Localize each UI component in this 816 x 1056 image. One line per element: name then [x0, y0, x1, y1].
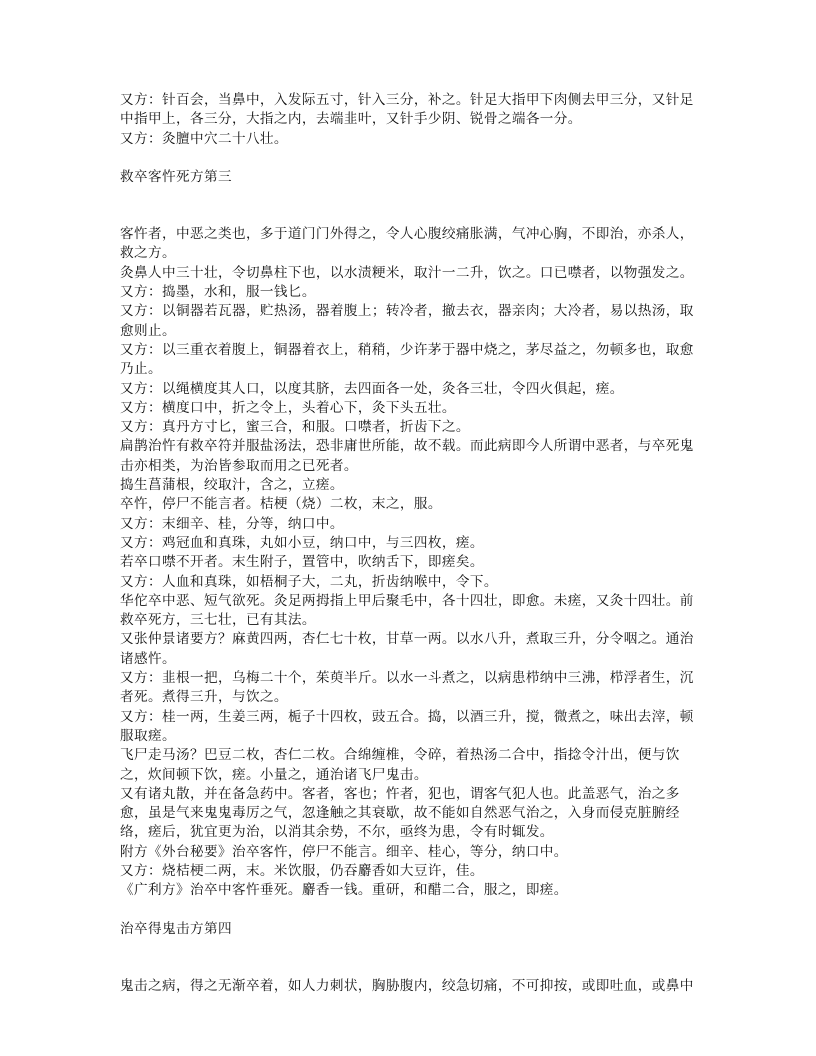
paragraph: 又方：鸡冠血和真珠，丸如小豆，纳口中，与三四枚，瘥。 [120, 534, 484, 551]
paragraph: 又方：以铜器若瓦器，贮热汤，器着腹上；转冷者，撤去衣，器亲肉；大冷者，易以热汤，取愈则止。 [120, 303, 694, 339]
paragraph: 若卒口噤不开者。末生附子，置管中，吹纳舌下，即瘥矣。 [120, 554, 484, 571]
paragraph: 扁鹊治忤有救卒符并服盐汤法，恐非庸世所能，故不载。而此病即今人所谓中恶者，与卒死鬼击亦相类，为治皆参取而用之已死者。 [120, 438, 694, 474]
paragraph: 又方：桂一两，生姜三两，栀子十四枚，豉五合。捣，以酒三升，搅，微煮之，味出去滓，顿服取瘥。 [120, 708, 694, 744]
paragraph: 又方：末细辛、桂，分等，纳口中。 [120, 515, 344, 532]
paragraph: 华佗卒中恶、短气欲死。灸足两拇指上甲后聚毛中，各十四壮，即愈。未瘥，又灸十四壮。前救卒死方，三七壮，已有其法。 [120, 592, 694, 629]
paragraph: 又方：人血和真珠，如梧桐子大，二丸，折齿纳喉中，令下。 [120, 573, 498, 590]
document-page [120, 91, 700, 996]
paragraph: 又方：韭根一把，乌梅二十个，茱萸半斤。以水一斗煮之，以病患栉纳中三沸，栉浮者生，沉者死。煮得三升，与饮之。 [120, 670, 694, 706]
paragraph: 又方：灸膻中穴二十八壮。 [120, 130, 288, 147]
paragraph: 《广利方》治卒中客忤垂死。麝香一钱。重研，和醋二合，服之，即瘥。 [120, 882, 568, 899]
paragraph: 又方：烧桔梗二两，末。米饮服，仍吞麝香如大豆许，佳。 [120, 862, 484, 879]
paragraph: 又有诸丸散，并在备急药中。客者，客也；忤者，犯也，谓客气犯人也。此盖恶气，治之多愈，虽是气来鬼鬼毒厉之气，忽逢触之其衰歇，故不能如自然恶气治之，入身而侵克脏腑经络，瘥后，犹宜更为治，以消其余势，不尔，亟终为患，令有时辄发。 [120, 785, 680, 841]
paragraph: 又方：捣墨，水和，服一钱匕。 [120, 284, 316, 301]
paragraph: 又方：横度口中，折之令上，头着心下，灸下头五壮。 [120, 399, 456, 416]
paragraph: 鬼击之病，得之无渐卒着，如人力刺状，胸胁腹内，绞急切痛，不可抑按，或即吐血，或鼻中 [120, 977, 694, 994]
paragraph: 灸鼻人中三十壮，令切鼻柱下也，以水渍粳米，取汁一二升，饮之。口已噤者，以物强发之。 [120, 264, 694, 281]
paragraph: 又张仲景诸要方？麻黄四两，杏仁七十枚，甘草一两。以水八升，煮取三升，分令咽之。通治诸感忤。 [120, 631, 694, 667]
paragraph: 又方：真丹方寸匕，蜜三合，和服。口噤者，折齿下之。 [120, 419, 470, 436]
paragraph: 飞尸走马汤？巴豆二枚，杏仁二枚。合绵缠椎，令碎，着热汤二合中，指捻令汁出，便与饮之，炊间顿下饮，瘥。小量之，通治诸飞尸鬼击。 [120, 747, 680, 783]
paragraph: 又方：以三重衣着腹上，铜器着衣上，稍稍，少许茅于器中烧之，茅尽益之，勿顿多也，取愈乃止。 [120, 341, 694, 378]
paragraph: 又方：针百会，当鼻中，入发际五寸，针入三分，补之。针足大指甲下肉侧去甲三分，又针足中指甲上，各三分，大指之内，去端韭叶，又针手少阴、锐骨之端各一分。 [120, 92, 694, 128]
section-heading: 治卒得鬼击方第四 [120, 920, 232, 937]
paragraph: 附方《外台秘要》治卒客忤，停尸不能言。细辛、桂心，等分，纳口中。 [120, 843, 568, 860]
paragraph: 又方：以绳横度其人口，以度其脐，去四面各一处，灸各三壮，令四火俱起，瘥。 [120, 380, 624, 397]
paragraph: 捣生菖蒲根，绞取汁，含之，立瘥。 [120, 477, 344, 494]
paragraph: 客忤者，中恶之类也，多于道门门外得之，令人心腹绞痛胀满，气冲心胸，不即治，亦杀人，救之方。 [120, 226, 694, 262]
paragraph: 卒忤，停尸不能言者。桔梗（烧）二枚，末之，服。 [120, 496, 442, 513]
section-heading: 救卒客忤死方第三 [120, 168, 232, 185]
